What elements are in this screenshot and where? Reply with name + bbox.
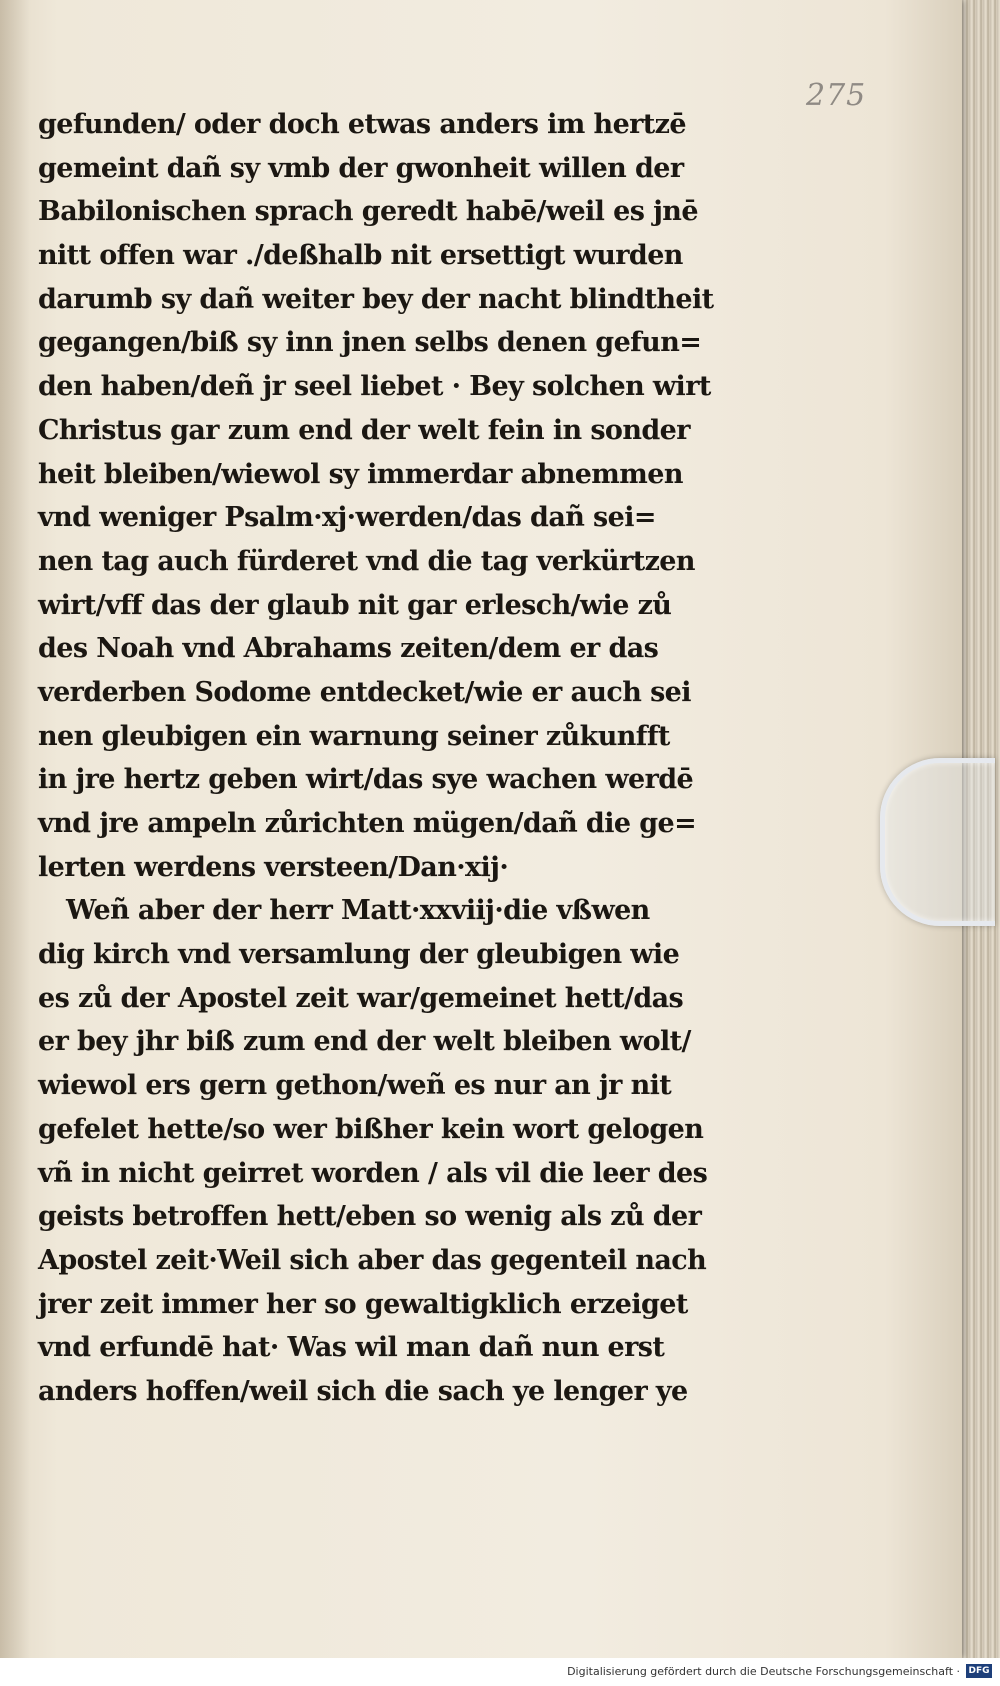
text-line: vñ in nicht geirret worden / als vil die leer des xyxy=(38,1157,708,1189)
page-clip xyxy=(880,758,995,926)
text-line: gegangen/biß sy inn jnen selbs denen gefun= xyxy=(38,327,702,359)
text-line: dig kirch vnd versamlung der gleubigen wie xyxy=(38,939,680,971)
text-line: Weñ aber der herr Matt·xxviij·die vßwen xyxy=(66,895,650,927)
text-line: Babilonischen sprach geredt habē/weil es jnē xyxy=(38,196,698,228)
text-line: darumb sy dañ weiter bey der nacht blindtheit xyxy=(38,283,714,315)
folio-number: 275 xyxy=(806,78,867,113)
text-line: er bey jhr biß zum end der welt bleiben wolt/ xyxy=(38,1026,691,1058)
text-line: in jre hertz geben wirt/das sye wachen werdē xyxy=(38,764,694,796)
text-line: vnd weniger Psalm·xj·werden/das dañ sei= xyxy=(38,502,656,534)
text-line: geists betroffen hett/eben so wenig als zů der xyxy=(38,1201,702,1233)
text-line: gefunden/ oder doch etwas anders im hertzē xyxy=(38,109,686,140)
text-line: nen gleubigen ein warnung seiner zůkunfft xyxy=(38,720,670,752)
text-line: anders hoffen/weil sich die sach ye lenger ye xyxy=(38,1375,688,1407)
text-line: Apostel zeit·Weil sich aber das gegenteil nach xyxy=(38,1244,707,1276)
text-line: wiewol ers gern gethon/weñ es nur an jr nit xyxy=(38,1070,672,1102)
text-line: Christus gar zum end der welt fein in sonder xyxy=(38,414,690,446)
dfg-logo: DFG xyxy=(966,1664,992,1678)
text-line: nitt offen war ./deßhalb nit ersettigt wurden xyxy=(38,240,683,272)
gutter-shadow xyxy=(0,0,30,1658)
text-line: wirt/vff das der glaub nit gar erlesch/wie zů xyxy=(38,589,672,621)
text-line: heit bleiben/wiewol sy immerdar abnemmen xyxy=(38,458,683,490)
text-line: vnd erfundē hat· Was wil man dañ nun erst xyxy=(38,1332,665,1364)
text-line: jrer zeit immer her so gewaltigklich erzeiget xyxy=(38,1288,688,1320)
funding-credit: Digitalisierung gefördert durch die Deutsche Forschungsgemeinschaft · xyxy=(567,1665,960,1678)
text-line: verderben Sodome entdecket/wie er auch sei xyxy=(38,676,691,708)
text-line: den haben/deñ jr seel liebet · Bey solchen wirt xyxy=(38,371,711,403)
text-line: lerten werdens versteen/Dan·xij· xyxy=(38,851,509,883)
text-line: des Noah vnd Abrahams zeiten/dem er das xyxy=(38,633,659,665)
body-text xyxy=(38,103,728,1414)
text-line: gemeint dañ sy vmb der gwonheit willen der xyxy=(38,152,684,184)
text-line: gefelet hette/so wer bißher kein wort gelogen xyxy=(38,1113,704,1145)
text-line: es zů der Apostel zeit war/gemeinet hett/das xyxy=(38,982,684,1014)
text-line: vnd jre ampeln zůrichten mügen/dañ die ge= xyxy=(38,808,697,839)
text-line: nen tag auch fürderet vnd die tag verkürtzen xyxy=(38,545,695,577)
